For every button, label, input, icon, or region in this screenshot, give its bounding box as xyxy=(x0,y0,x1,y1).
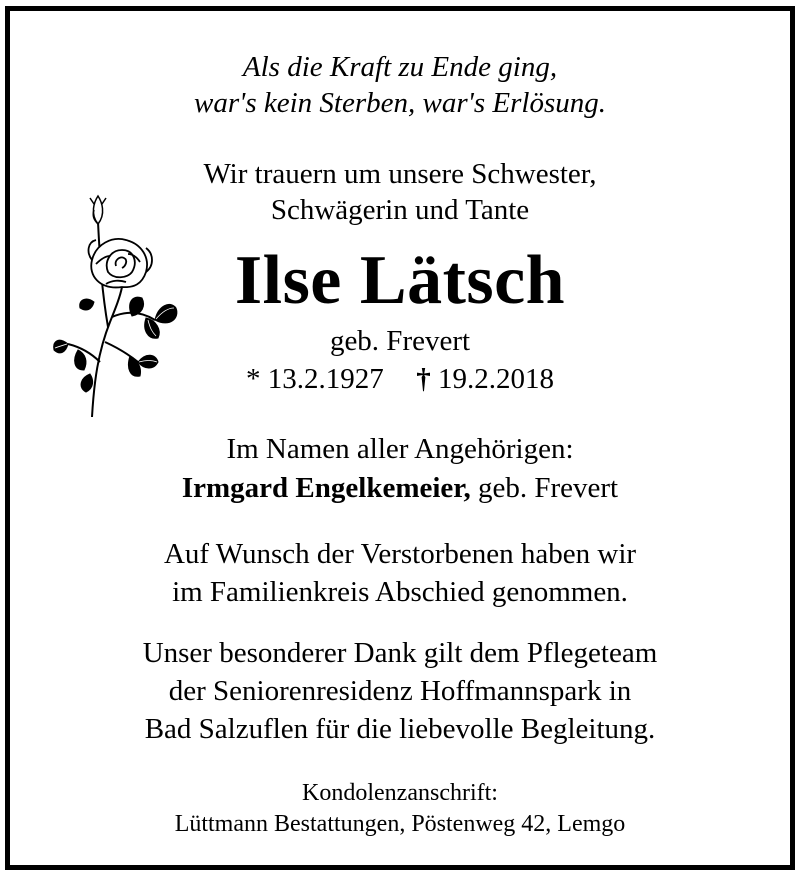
deceased-name: Ilse Lätsch xyxy=(234,242,566,319)
motto-line-2: war's kein Sterben, war's Erlösung. xyxy=(194,87,606,119)
death-date: 19.2.2018 xyxy=(438,363,554,395)
life-dates xyxy=(0,365,800,394)
birth-symbol: * xyxy=(246,363,261,395)
thanks-line-3: Bad Salzuflen für die liebevolle Begleitung. xyxy=(144,713,656,745)
condolence-label: Kondolenzanschrift: xyxy=(302,780,498,806)
birth-date: 13.2.1927 xyxy=(267,363,384,395)
mourners-intro: Im Namen aller Angehörigen: xyxy=(226,433,574,465)
mourner-name: Irmgard Engelkemeier, xyxy=(181,472,471,504)
intro-line-2: Schwägerin und Tante xyxy=(270,194,530,226)
thanks-line-1: Unser besonderer Dank gilt dem Pflegeteam xyxy=(142,637,658,669)
farewell-line-1: Auf Wunsch der Verstorbenen haben wir xyxy=(163,538,637,570)
condolence-address: Lüttmann Bestattungen, Pöstenweg 42, Lemgo xyxy=(174,811,626,837)
motto-line-1: Als die Kraft zu Ende ging, xyxy=(242,51,558,83)
mourners-line xyxy=(0,474,800,503)
mourner-birth-name: geb. Frevert xyxy=(478,472,619,504)
thanks-line-2: der Seniorenresidenz Hoffmannspark in xyxy=(168,675,632,707)
intro-line-1: Wir trauern um unsere Schwester, xyxy=(203,158,597,190)
deceased-birth-name: geb. Frevert xyxy=(329,325,471,357)
farewell-line-2: im Familienkreis Abschied genommen. xyxy=(172,576,628,608)
death-cross-icon: † xyxy=(416,363,431,395)
